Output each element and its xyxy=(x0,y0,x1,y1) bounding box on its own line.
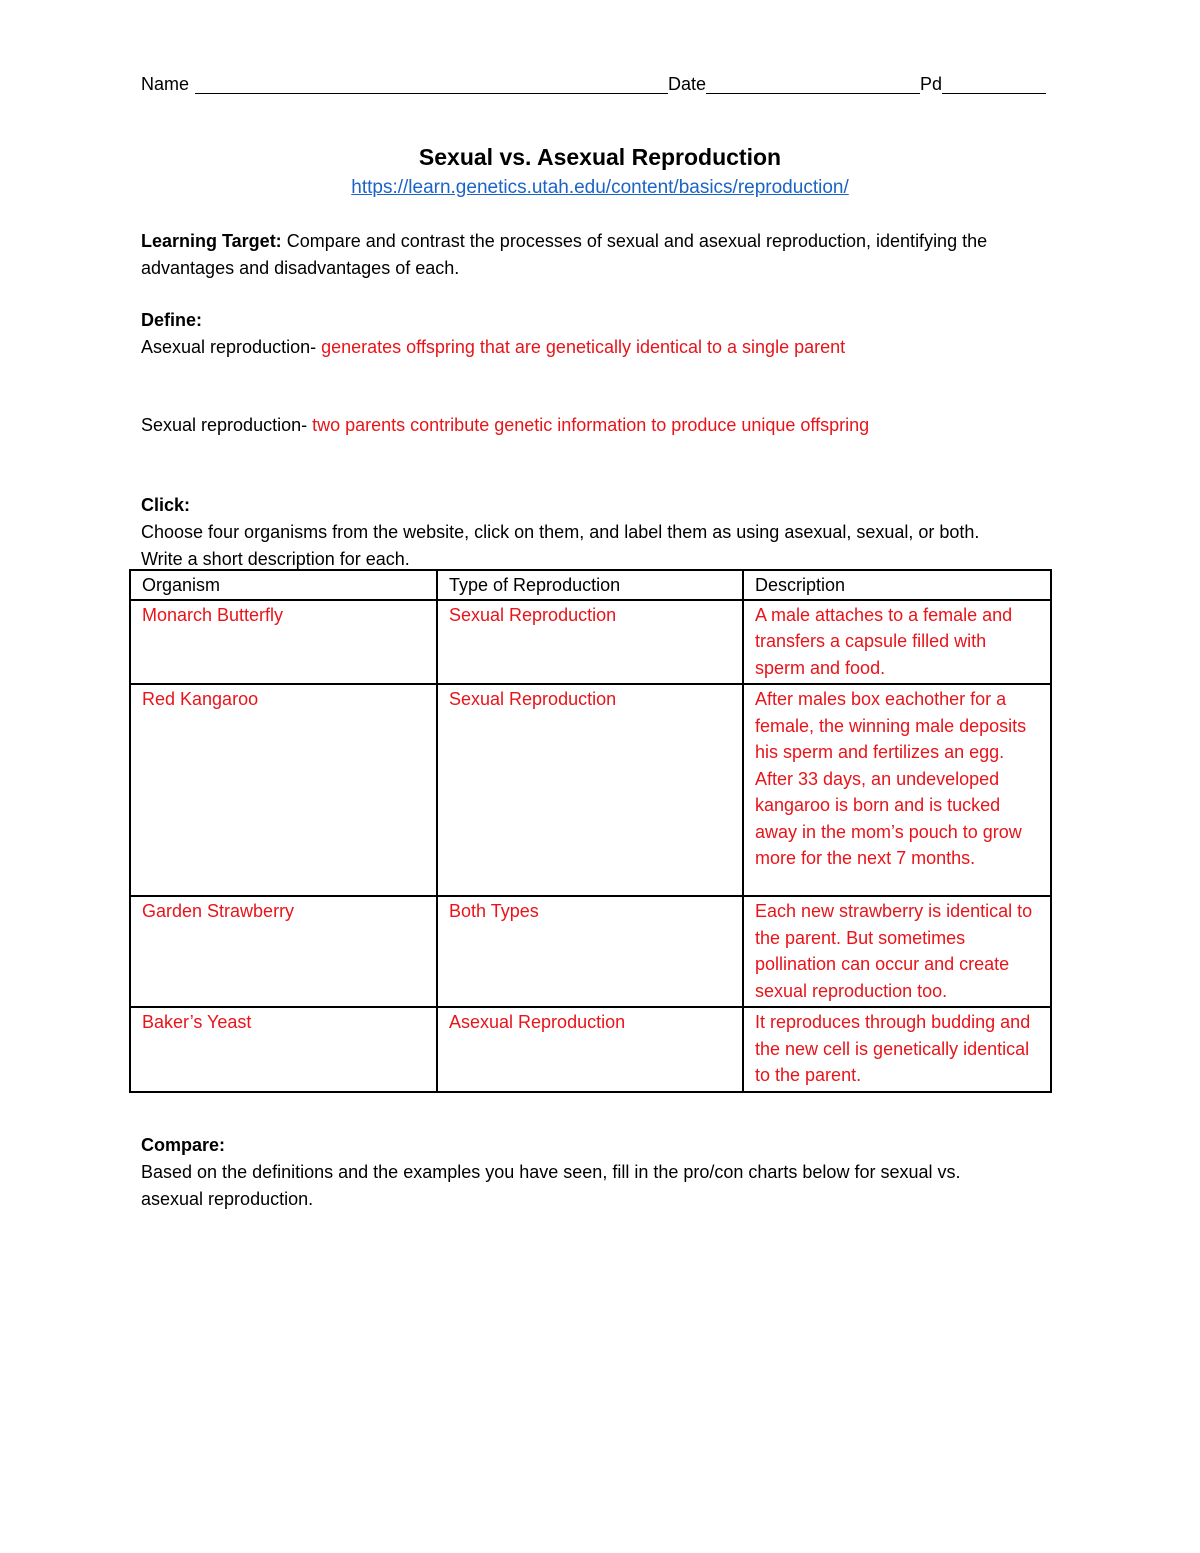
compare-heading: Compare: xyxy=(141,1135,226,1155)
sexual-answer: two parents contribute genetic information to produce unique offspring xyxy=(307,415,870,435)
organism-cell: Baker’s Yeast xyxy=(130,1007,437,1092)
learning-target-line2: advantages and disadvantages of each. xyxy=(141,258,460,278)
click-heading: Click: xyxy=(141,495,191,515)
sexual-term: Sexual reproduction- xyxy=(141,415,308,435)
compare-line2: asexual reproduction. xyxy=(141,1189,314,1209)
description-cell: After males box eachother for a female, the winning male deposits his sperm and fertilizes an egg. After 33 days, an undeveloped kangaroo is born and is tucked away in the mom’s pouch to grow more for the next 7 months. xyxy=(743,684,1051,896)
header-description: Description xyxy=(743,570,1051,600)
click-section xyxy=(141,492,1101,573)
description-cell: Each new strawberry is identical to the parent. But sometimes pollination can occur and create sexual reproduction too. xyxy=(743,896,1051,1007)
compare-line1: Based on the definitions and the examples you have seen, fill in the pro/con charts below for sexual vs. xyxy=(141,1162,961,1182)
organism-cell: Garden Strawberry xyxy=(130,896,437,1007)
define-section xyxy=(141,307,1071,361)
description-cell: A male attaches to a female and transfers a capsule filled with sperm and food. xyxy=(743,600,1051,685)
define-heading: Define: xyxy=(141,310,203,330)
table-header-row xyxy=(130,570,1051,600)
table-row xyxy=(130,896,1051,1007)
click-line2: Write a short description for each. xyxy=(141,549,410,569)
organism-table xyxy=(129,569,1052,1093)
organism-cell: Monarch Butterfly xyxy=(130,600,437,685)
learning-target xyxy=(141,228,1071,282)
table-row xyxy=(130,1007,1051,1092)
sexual-definition xyxy=(141,412,1071,439)
page-title: Sexual vs. Asexual Reproduction xyxy=(418,144,782,170)
table-row xyxy=(130,600,1051,685)
type-cell: Both Types xyxy=(437,896,743,1007)
asexual-term: Asexual reproduction- xyxy=(141,337,317,357)
organism-cell: Red Kangaroo xyxy=(130,684,437,896)
name-field[interactable] xyxy=(195,75,668,94)
table-row xyxy=(130,684,1051,896)
header-fields xyxy=(141,74,1057,95)
asexual-answer: generates offspring that are genetically identical to a single parent xyxy=(316,337,846,357)
type-cell: Sexual Reproduction xyxy=(437,684,743,896)
date-label: Date xyxy=(668,74,707,94)
description-cell: It reproduces through budding and the new cell is genetically identical to the parent. xyxy=(743,1007,1051,1092)
learning-target-label: Learning Target: xyxy=(141,231,282,251)
reference-link[interactable]: https://learn.genetics.utah.edu/content/basics/reproduction/ xyxy=(351,177,849,198)
name-label: Name xyxy=(141,74,190,94)
type-cell: Asexual Reproduction xyxy=(437,1007,743,1092)
header-organism: Organism xyxy=(130,570,437,600)
date-field[interactable] xyxy=(706,75,920,94)
type-cell: Sexual Reproduction xyxy=(437,600,743,685)
click-line1: Choose four organisms from the website, click on them, and label them as using asexual, sexual, or both. xyxy=(141,522,980,542)
pd-field[interactable] xyxy=(942,75,1046,94)
learning-target-line1: Compare and contrast the processes of sexual and asexual reproduction, identifying the xyxy=(281,231,988,251)
pd-label: Pd xyxy=(920,74,943,94)
header-type: Type of Reproduction xyxy=(437,570,743,600)
compare-section xyxy=(141,1132,1071,1213)
